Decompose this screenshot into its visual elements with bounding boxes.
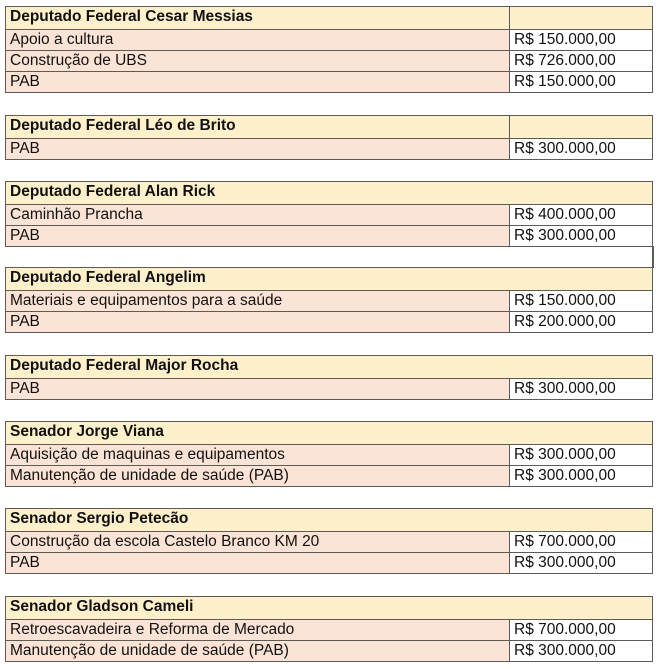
block-header	[6, 268, 652, 290]
table-border-line	[652, 246, 654, 268]
item-label: PAB	[6, 139, 509, 159]
item-label: Construção da escola Castelo Branco KM 20	[6, 532, 509, 552]
table-row	[6, 640, 652, 661]
item-value: R$ 150.000,00	[509, 72, 652, 92]
item-value: R$ 700.000,00	[509, 620, 652, 640]
item-value: R$ 300.000,00	[509, 553, 652, 573]
item-value: R$ 150.000,00	[509, 30, 652, 50]
table-row	[6, 444, 652, 465]
block-title: Deputado Federal Angelim	[6, 268, 652, 290]
table-row	[6, 465, 652, 486]
item-label: PAB	[6, 312, 509, 332]
table-row	[6, 225, 652, 246]
block-header	[6, 356, 652, 378]
block-title: Senador Gladson Cameli	[6, 597, 652, 619]
item-label: PAB	[6, 379, 509, 399]
item-label: Apoio a cultura	[6, 30, 509, 50]
table-row	[6, 50, 652, 71]
item-value: R$ 726.000,00	[509, 51, 652, 71]
block-header	[6, 422, 652, 444]
block-header	[6, 509, 652, 531]
item-label: PAB	[6, 226, 509, 246]
item-value: R$ 300.000,00	[509, 466, 652, 486]
block-title: Deputado Federal Léo de Brito	[6, 116, 509, 138]
item-label: Manutenção de unidade de saúde (PAB)	[6, 641, 509, 661]
item-value: R$ 150.000,00	[509, 291, 652, 311]
block-title: Deputado Federal Major Rocha	[6, 356, 652, 378]
amendment-block-alan-rick	[5, 181, 653, 247]
table-row	[6, 531, 652, 552]
item-label: Construção de UBS	[6, 51, 509, 71]
amendment-block-cesar-messias	[5, 6, 653, 93]
block-title: Senador Jorge Viana	[6, 422, 652, 444]
amendment-block-angelim	[5, 267, 653, 333]
item-label: Aquisição de maquinas e equipamentos	[6, 445, 509, 465]
block-header	[6, 597, 652, 619]
block-header-value	[509, 116, 652, 138]
amendment-block-gladson-cameli	[5, 596, 653, 662]
item-value: R$ 300.000,00	[509, 379, 652, 399]
block-header-value	[509, 7, 652, 29]
item-value: R$ 300.000,00	[509, 226, 652, 246]
item-label: PAB	[6, 72, 509, 92]
table-row	[6, 378, 652, 399]
table-row	[6, 71, 652, 92]
block-header	[6, 7, 652, 29]
item-label: PAB	[6, 553, 509, 573]
item-label: Manutenção de unidade de saúde (PAB)	[6, 466, 509, 486]
block-header	[6, 182, 652, 204]
item-value: R$ 300.000,00	[509, 139, 652, 159]
item-value: R$ 300.000,00	[509, 641, 652, 661]
block-title: Deputado Federal Alan Rick	[6, 182, 652, 204]
amendment-block-leo-de-brito	[5, 115, 653, 160]
table-row	[6, 311, 652, 332]
table-row	[6, 138, 652, 159]
table-row	[6, 204, 652, 225]
table-row	[6, 552, 652, 573]
item-value: R$ 700.000,00	[509, 532, 652, 552]
item-value: R$ 200.000,00	[509, 312, 652, 332]
item-label: Caminhão Prancha	[6, 205, 509, 225]
item-label: Materiais e equipamentos para a saúde	[6, 291, 509, 311]
amendment-block-sergio-petecao	[5, 508, 653, 574]
table-row	[6, 290, 652, 311]
item-label: Retroescavadeira e Reforma de Mercado	[6, 620, 509, 640]
item-value: R$ 300.000,00	[509, 445, 652, 465]
amendment-block-jorge-viana	[5, 421, 653, 487]
item-value: R$ 400.000,00	[509, 205, 652, 225]
amendment-block-major-rocha	[5, 355, 653, 400]
block-title: Deputado Federal Cesar Messias	[6, 7, 509, 29]
table-row	[6, 619, 652, 640]
block-title: Senador Sergio Petecão	[6, 509, 652, 531]
block-header	[6, 116, 652, 138]
table-row	[6, 29, 652, 50]
